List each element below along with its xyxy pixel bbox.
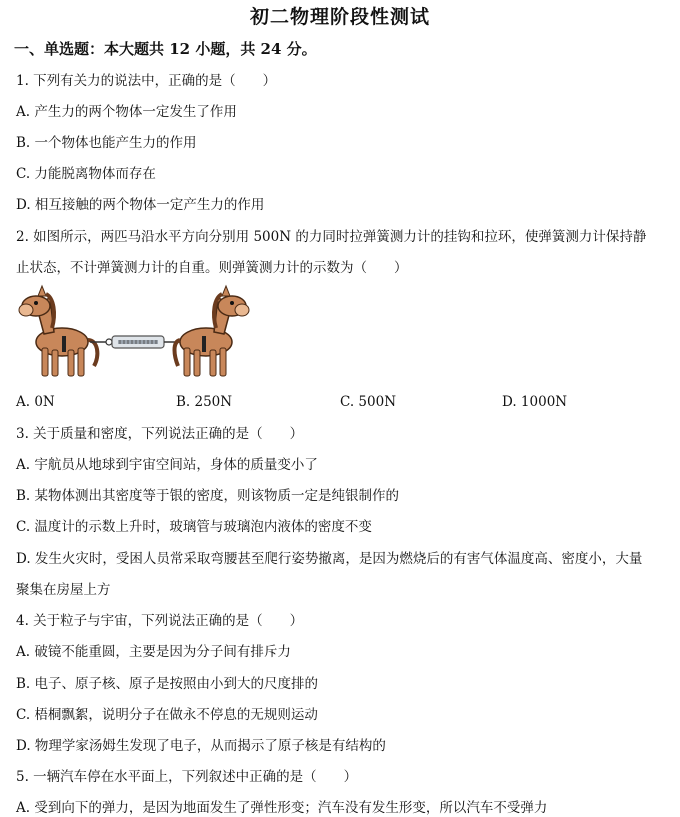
question-2-options (16, 394, 666, 412)
question-2-option-c[interactable]: C. 500N (340, 394, 397, 410)
right-horse-icon (175, 286, 250, 376)
spring-scale-icon (90, 336, 182, 348)
question-3-option-d[interactable]: D. 发生火灾时，受困人员常采取弯腰甚至爬行姿势撤离，是因为燃烧后的有害气体温度高、密度小，大量 (16, 551, 643, 567)
question-2-option-a[interactable]: A. 0N (16, 394, 55, 410)
question-2-stem-line1: 2. 如图所示，两匹马沿水平方向分别用 500N 的力同时拉弹簧测力计的挂钩和拉环，使弹簧测力计保持静 (16, 229, 647, 245)
page-title: 初二物理阶段性测试 (249, 6, 430, 28)
question-3-option-c[interactable]: C. 温度计的示数上升时，玻璃管与玻璃泡内液体的密度不变 (16, 519, 372, 535)
question-5-stem: 5. 一辆汽车停在水平面上，下列叙述中正确的是（ ） (16, 769, 358, 785)
question-1-option-d[interactable]: D. 相互接触的两个物体一定产生力的作用 (16, 197, 265, 213)
question-3-option-b[interactable]: B. 某物体测出其密度等于银的密度，则该物质一定是纯银制作的 (16, 488, 400, 504)
horses-spring-scale-figure (14, 284, 254, 382)
question-4-option-c[interactable]: C. 梧桐飘絮，说明分子在做永不停息的无规则运动 (16, 707, 318, 723)
question-4-option-b[interactable]: B. 电子、原子核、原子是按照由小到大的尺度排的 (16, 676, 319, 692)
question-3-stem: 3. 关于质量和密度，下列说法正确的是（ ） (16, 426, 304, 442)
question-2-stem-line2: 止状态，不计弹簧测力计的自重。则弹簧测力计的示数为（ ） (16, 260, 408, 276)
section-heading: 一、单选题：本大题共 12 小题，共 24 分。 (14, 40, 317, 58)
question-4-option-a[interactable]: A. 破镜不能重圆，主要是因为分子间有排斥力 (16, 644, 291, 660)
question-4-option-d[interactable]: D. 物理学家汤姆生发现了电子，从而揭示了原子核是有结构的 (16, 738, 386, 754)
question-2-option-b[interactable]: B. 250N (176, 394, 233, 410)
left-horse-icon (19, 286, 97, 376)
question-4-stem: 4. 关于粒子与宇宙，下列说法正确的是（ ） (16, 613, 304, 629)
question-1-option-b[interactable]: B. 一个物体也能产生力的作用 (16, 135, 197, 151)
question-1-option-a[interactable]: A. 产生力的两个物体一定发生了作用 (16, 104, 237, 120)
question-1-stem: 1. 下列有关力的说法中，正确的是（ ） (16, 73, 277, 89)
question-1-option-c[interactable]: C. 力能脱离物体而存在 (16, 166, 156, 182)
question-3-option-a[interactable]: A. 宇航员从地球到宇宙空间站，身体的质量变小了 (16, 457, 318, 473)
question-2-option-d[interactable]: D. 1000N (502, 394, 568, 410)
question-3-option-d-continued: 聚集在房屋上方 (16, 582, 111, 598)
question-5-option-a[interactable]: A. 受到向下的弹力，是因为地面发生了弹性形变；汽车没有发生形变，所以汽车不受弹力 (16, 800, 548, 816)
